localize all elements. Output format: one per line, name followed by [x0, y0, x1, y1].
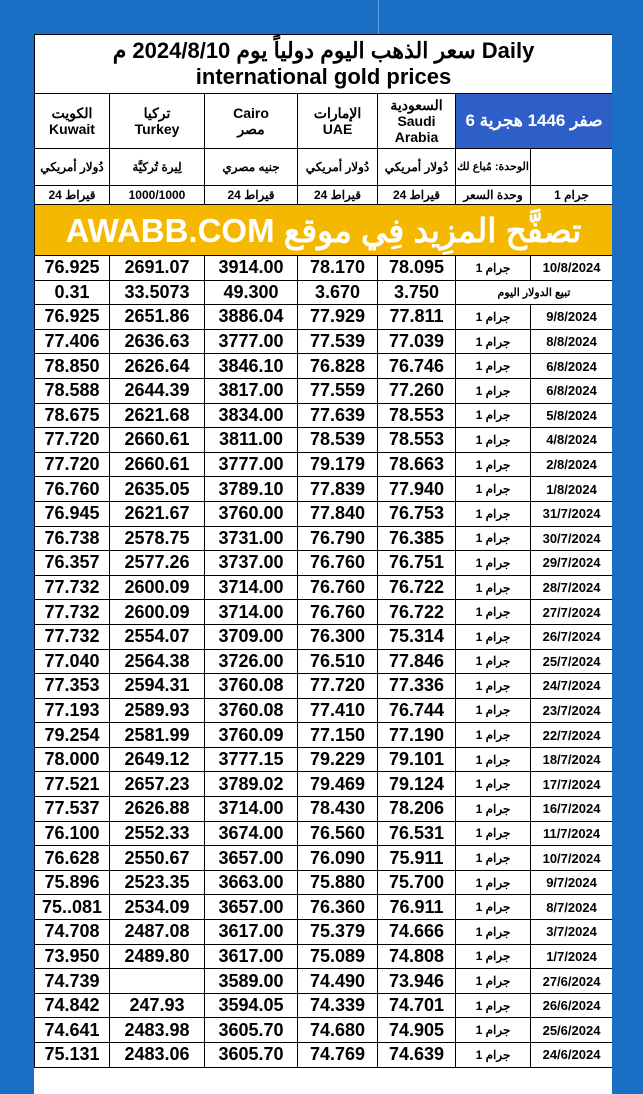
table-row — [35, 747, 613, 772]
price-cell-uae: 76.760 — [298, 600, 378, 625]
price-cell-turkey: 2554.07 — [110, 624, 205, 649]
price-cell-turkey: 2600.09 — [110, 575, 205, 600]
row-date: 23/7/2024 — [531, 698, 613, 723]
row-date: 26/6/2024 — [531, 993, 613, 1018]
header-cairo: Cairo مصر — [205, 94, 298, 149]
row-unit: 1 جرام — [456, 1018, 531, 1043]
price-cell-saudi: 79.124 — [378, 772, 456, 797]
price-cell-cairo: 3760.08 — [205, 674, 298, 699]
price-cell-saudi: 77.190 — [378, 723, 456, 748]
row-unit: 1 جرام — [456, 501, 531, 526]
price-cell-uae: 74.769 — [298, 1043, 378, 1068]
price-cell-saudi: 76.746 — [378, 354, 456, 379]
table-row — [35, 378, 613, 403]
price-cell-turkey — [110, 969, 205, 994]
hijri-date: 6 صفر 1446 هجرية — [456, 94, 613, 149]
karat-turkey: 1000/1000 — [110, 186, 205, 205]
row-unit: 1 جرام — [456, 846, 531, 871]
table-row — [35, 354, 613, 379]
price-cell-uae: 77.929 — [298, 305, 378, 330]
price-cell-turkey: 2550.67 — [110, 846, 205, 871]
price-cell-turkey: 2691.07 — [110, 256, 205, 281]
price-cell-saudi: 74.701 — [378, 993, 456, 1018]
row-unit: 1 جرام — [456, 649, 531, 674]
row-unit: 1 جرام — [456, 895, 531, 920]
price-cell-saudi: 77.336 — [378, 674, 456, 699]
price-cell-uae: 76.300 — [298, 624, 378, 649]
price-cell-uae: 76.510 — [298, 649, 378, 674]
table-row — [35, 575, 613, 600]
price-cell-turkey: 2621.68 — [110, 403, 205, 428]
price-cell-cairo: 3777.00 — [205, 329, 298, 354]
table-row — [35, 600, 613, 625]
price-cell-uae: 76.360 — [298, 895, 378, 920]
price-cell-saudi: 77.039 — [378, 329, 456, 354]
price-cell-cairo: 3714.00 — [205, 797, 298, 822]
row-date: 17/7/2024 — [531, 772, 613, 797]
header-saudi: السعودية Saudi Arabia — [378, 94, 456, 149]
row-unit: 1 جرام — [456, 378, 531, 403]
gram-label: 1 جرام — [531, 186, 613, 205]
price-cell-uae: 78.539 — [298, 428, 378, 453]
header-kuwait: الكويت Kuwait — [35, 94, 110, 149]
price-cell-turkey: 2660.61 — [110, 452, 205, 477]
price-cell-saudi: 74.639 — [378, 1043, 456, 1068]
row-date: 16/7/2024 — [531, 797, 613, 822]
price-cell-saudi: 78.663 — [378, 452, 456, 477]
price-cell-cairo: 3846.10 — [205, 354, 298, 379]
row-unit: 1 جرام — [456, 993, 531, 1018]
price-cell-turkey: 2649.12 — [110, 747, 205, 772]
price-cell-saudi: 74.666 — [378, 920, 456, 945]
price-cell-uae: 74.339 — [298, 993, 378, 1018]
price-cell-turkey: 2621.67 — [110, 501, 205, 526]
price-cell-uae: 79.179 — [298, 452, 378, 477]
table-row — [35, 452, 613, 477]
price-cell-kuwait: 77.521 — [35, 772, 110, 797]
price-cell-uae: 76.760 — [298, 551, 378, 576]
price-cell-turkey: 2577.26 — [110, 551, 205, 576]
price-cell-cairo: 3777.00 — [205, 452, 298, 477]
row-date: 8/7/2024 — [531, 895, 613, 920]
price-cell-turkey: 2483.06 — [110, 1043, 205, 1068]
price-cell-turkey: 247.93 — [110, 993, 205, 1018]
row-date: 4/8/2024 — [531, 428, 613, 453]
table-row — [35, 329, 613, 354]
price-cell-kuwait: 75.131 — [35, 1043, 110, 1068]
title-row — [35, 35, 613, 94]
price-cell-cairo: 3674.00 — [205, 821, 298, 846]
table-row — [35, 870, 613, 895]
title-line-2: international gold prices — [195, 64, 452, 89]
row-unit: 1 جرام — [456, 354, 531, 379]
row-unit: 1 جرام — [456, 452, 531, 477]
row-unit: 1 جرام — [456, 1043, 531, 1068]
price-cell-turkey: 2581.99 — [110, 723, 205, 748]
price-cell-kuwait: 78.000 — [35, 747, 110, 772]
row-date: 25/6/2024 — [531, 1018, 613, 1043]
price-cell-kuwait: 79.254 — [35, 723, 110, 748]
price-cell-kuwait: 78.850 — [35, 354, 110, 379]
header-uae: الإمارات UAE — [298, 94, 378, 149]
price-cell-kuwait: 77.732 — [35, 624, 110, 649]
price-cell-kuwait: 76.925 — [35, 305, 110, 330]
price-cell-kuwait: 74.842 — [35, 993, 110, 1018]
price-cell-uae: 77.720 — [298, 674, 378, 699]
price-cell-uae: 76.828 — [298, 354, 378, 379]
price-cell-cairo: 3811.00 — [205, 428, 298, 453]
row-date: 8/8/2024 — [531, 329, 613, 354]
price-cell-uae: 79.229 — [298, 747, 378, 772]
row-date: 1/8/2024 — [531, 477, 613, 502]
price-cell-cairo: 3709.00 — [205, 624, 298, 649]
price-cell-saudi: 3.750 — [378, 280, 456, 305]
price-cell-uae: 74.680 — [298, 1018, 378, 1043]
price-cell-saudi: 76.385 — [378, 526, 456, 551]
karat-kuwait: 24 قيراط — [35, 186, 110, 205]
row-note: تبيع الدولار اليوم — [456, 280, 613, 305]
table-row — [35, 969, 613, 994]
row-unit: 1 جرام — [456, 256, 531, 281]
price-cell-turkey: 2651.86 — [110, 305, 205, 330]
banner-row — [35, 205, 613, 256]
price-cell-saudi: 78.553 — [378, 428, 456, 453]
price-cell-saudi: 76.531 — [378, 821, 456, 846]
row-date: 24/7/2024 — [531, 674, 613, 699]
price-cell-uae: 78.170 — [298, 256, 378, 281]
table-row — [35, 993, 613, 1018]
price-cell-saudi: 75.314 — [378, 624, 456, 649]
row-unit: 1 جرام — [456, 674, 531, 699]
price-cell-uae: 78.430 — [298, 797, 378, 822]
table-row — [35, 772, 613, 797]
price-cell-turkey: 2626.88 — [110, 797, 205, 822]
table-row — [35, 624, 613, 649]
price-cell-kuwait: 77.353 — [35, 674, 110, 699]
price-cell-uae: 76.790 — [298, 526, 378, 551]
price-cell-uae: 3.670 — [298, 280, 378, 305]
price-cell-cairo: 3589.00 — [205, 969, 298, 994]
price-cell-turkey: 2600.09 — [110, 600, 205, 625]
price-cell-kuwait: 76.925 — [35, 256, 110, 281]
price-cell-kuwait: 78.588 — [35, 378, 110, 403]
price-cell-cairo: 3605.70 — [205, 1043, 298, 1068]
price-cell-turkey: 2487.08 — [110, 920, 205, 945]
row-unit: 1 جرام — [456, 920, 531, 945]
price-cell-kuwait: 76.100 — [35, 821, 110, 846]
row-date: 10/7/2024 — [531, 846, 613, 871]
row-unit: 1 جرام — [456, 551, 531, 576]
row-date: 6/8/2024 — [531, 378, 613, 403]
row-unit: 1 جرام — [456, 403, 531, 428]
row-unit: 1 جرام — [456, 772, 531, 797]
price-cell-uae: 74.490 — [298, 969, 378, 994]
price-cell-saudi: 78.095 — [378, 256, 456, 281]
price-cell-saudi: 76.911 — [378, 895, 456, 920]
price-cell-uae: 77.410 — [298, 698, 378, 723]
price-cell-uae: 77.840 — [298, 501, 378, 526]
row-unit: 1 جرام — [456, 747, 531, 772]
price-cell-kuwait: 0.31 — [35, 280, 110, 305]
row-unit: 1 جرام — [456, 821, 531, 846]
row-date: 22/7/2024 — [531, 723, 613, 748]
currency-unit-row — [35, 149, 613, 186]
price-cell-cairo: 3817.00 — [205, 378, 298, 403]
price-cell-cairo: 3886.04 — [205, 305, 298, 330]
price-cell-uae: 77.539 — [298, 329, 378, 354]
price-cell-saudi: 78.206 — [378, 797, 456, 822]
price-cell-saudi: 77.940 — [378, 477, 456, 502]
row-unit: 1 جرام — [456, 305, 531, 330]
row-date: 2/8/2024 — [531, 452, 613, 477]
price-cell-saudi: 73.946 — [378, 969, 456, 994]
row-unit: 1 جرام — [456, 600, 531, 625]
price-cell-cairo: 3714.00 — [205, 575, 298, 600]
table-row — [35, 797, 613, 822]
table-row — [35, 944, 613, 969]
row-unit: 1 جرام — [456, 477, 531, 502]
price-cell-kuwait: 76.945 — [35, 501, 110, 526]
row-date: 31/7/2024 — [531, 501, 613, 526]
price-cell-uae: 75.379 — [298, 920, 378, 945]
price-cell-turkey: 2534.09 — [110, 895, 205, 920]
price-cell-turkey: 2644.39 — [110, 378, 205, 403]
top-divider-line — [378, 0, 379, 36]
price-cell-cairo: 3726.00 — [205, 649, 298, 674]
page-title — [35, 35, 613, 94]
price-cell-turkey: 2589.93 — [110, 698, 205, 723]
price-cell-saudi: 74.905 — [378, 1018, 456, 1043]
row-unit: 1 جرام — [456, 624, 531, 649]
price-cell-saudi: 76.753 — [378, 501, 456, 526]
price-cell-cairo: 3760.00 — [205, 501, 298, 526]
table-row — [35, 1018, 613, 1043]
table-row — [35, 551, 613, 576]
table-row — [35, 501, 613, 526]
price-cell-uae: 79.469 — [298, 772, 378, 797]
table-row — [35, 280, 613, 305]
unit-cairo: جنيه مصري — [205, 149, 298, 186]
price-cell-saudi: 79.101 — [378, 747, 456, 772]
unit-uae: دُولار أمريكي — [298, 149, 378, 186]
row-date: 26/7/2024 — [531, 624, 613, 649]
row-unit: 1 جرام — [456, 698, 531, 723]
price-cell-uae: 76.560 — [298, 821, 378, 846]
row-unit: 1 جرام — [456, 329, 531, 354]
price-cell-cairo: 3760.08 — [205, 698, 298, 723]
price-cell-turkey: 2489.80 — [110, 944, 205, 969]
country-header-row — [35, 94, 613, 149]
price-cell-turkey: 2594.31 — [110, 674, 205, 699]
row-unit: 1 جرام — [456, 944, 531, 969]
table-row — [35, 698, 613, 723]
price-cell-kuwait: 77.732 — [35, 600, 110, 625]
row-date: 30/7/2024 — [531, 526, 613, 551]
price-cell-cairo: 3594.05 — [205, 993, 298, 1018]
price-cell-saudi: 77.846 — [378, 649, 456, 674]
table-row — [35, 723, 613, 748]
row-unit: 1 جرام — [456, 526, 531, 551]
price-cell-cairo: 3714.00 — [205, 600, 298, 625]
row-date: 24/6/2024 — [531, 1043, 613, 1068]
table-row — [35, 256, 613, 281]
price-cell-cairo: 3605.70 — [205, 1018, 298, 1043]
title-line-1: سعر الذهب اليوم دولياً يوم 2024/8/10 م Daily — [112, 38, 535, 63]
karat-cairo: 24 قيراط — [205, 186, 298, 205]
price-cell-turkey: 33.5073 — [110, 280, 205, 305]
price-cell-kuwait: 74.739 — [35, 969, 110, 994]
price-cell-cairo: 3914.00 — [205, 256, 298, 281]
row-date: 1/7/2024 — [531, 944, 613, 969]
row-unit: 1 جرام — [456, 870, 531, 895]
table-row — [35, 895, 613, 920]
price-cell-kuwait: 75..081 — [35, 895, 110, 920]
price-cell-cairo: 3657.00 — [205, 846, 298, 871]
unit-turkey: لِيرة تُركيَّة — [110, 149, 205, 186]
price-cell-saudi: 78.553 — [378, 403, 456, 428]
price-unit-label: وحدة السعر — [456, 186, 531, 205]
price-cell-cairo: 3657.00 — [205, 895, 298, 920]
price-cell-kuwait: 77.193 — [35, 698, 110, 723]
price-cell-cairo: 3737.00 — [205, 551, 298, 576]
row-unit: 1 جرام — [456, 723, 531, 748]
row-date: 10/8/2024 — [531, 256, 613, 281]
price-cell-cairo: 3663.00 — [205, 870, 298, 895]
price-cell-saudi: 76.744 — [378, 698, 456, 723]
price-cell-uae: 76.090 — [298, 846, 378, 871]
price-cell-kuwait: 77.720 — [35, 428, 110, 453]
row-date: 18/7/2024 — [531, 747, 613, 772]
unit-label: الوحدة: مُباع لك — [456, 149, 531, 186]
price-cell-kuwait: 76.738 — [35, 526, 110, 551]
price-cell-saudi: 74.808 — [378, 944, 456, 969]
unit-saudi: دُولار أمريكي — [378, 149, 456, 186]
row-date: 9/8/2024 — [531, 305, 613, 330]
price-cell-uae: 76.760 — [298, 575, 378, 600]
price-cell-kuwait: 76.357 — [35, 551, 110, 576]
price-cell-kuwait: 77.406 — [35, 329, 110, 354]
row-date: 6/8/2024 — [531, 354, 613, 379]
karat-saudi: 24 قيراط — [378, 186, 456, 205]
row-unit: 1 جرام — [456, 428, 531, 453]
price-cell-saudi: 77.260 — [378, 378, 456, 403]
row-date: 28/7/2024 — [531, 575, 613, 600]
price-cell-cairo: 3617.00 — [205, 944, 298, 969]
price-cell-turkey: 2657.23 — [110, 772, 205, 797]
price-cell-kuwait: 76.628 — [35, 846, 110, 871]
table-row — [35, 649, 613, 674]
price-cell-turkey: 2635.05 — [110, 477, 205, 502]
price-cell-cairo: 3731.00 — [205, 526, 298, 551]
price-cell-kuwait: 77.720 — [35, 452, 110, 477]
price-cell-turkey: 2552.33 — [110, 821, 205, 846]
price-cell-cairo: 3760.09 — [205, 723, 298, 748]
price-cell-turkey: 2660.61 — [110, 428, 205, 453]
row-date: 11/7/2024 — [531, 821, 613, 846]
price-cell-kuwait: 75.896 — [35, 870, 110, 895]
price-cell-saudi: 76.751 — [378, 551, 456, 576]
price-cell-kuwait: 74.708 — [35, 920, 110, 945]
price-cell-turkey: 2636.63 — [110, 329, 205, 354]
unit-kuwait: دُولار أمريكي — [35, 149, 110, 186]
price-cell-kuwait: 77.040 — [35, 649, 110, 674]
price-cell-kuwait: 73.950 — [35, 944, 110, 969]
table-row — [35, 821, 613, 846]
price-cell-turkey: 2564.38 — [110, 649, 205, 674]
price-cell-saudi: 76.722 — [378, 600, 456, 625]
gold-price-table — [34, 34, 612, 1068]
table-row — [35, 305, 613, 330]
price-cell-cairo: 3789.02 — [205, 772, 298, 797]
price-cell-kuwait: 77.537 — [35, 797, 110, 822]
row-unit: 1 جرام — [456, 575, 531, 600]
karat-row — [35, 186, 613, 205]
site-banner[interactable]: AWABB.COM تصفَّح المزِيد فِي موقع — [35, 205, 613, 256]
price-cell-saudi: 75.700 — [378, 870, 456, 895]
price-cell-uae: 75.880 — [298, 870, 378, 895]
price-cell-cairo: 3834.00 — [205, 403, 298, 428]
price-cell-saudi: 76.722 — [378, 575, 456, 600]
price-cell-uae: 75.089 — [298, 944, 378, 969]
row-date: 25/7/2024 — [531, 649, 613, 674]
price-cell-uae: 77.150 — [298, 723, 378, 748]
gold-price-sheet — [34, 34, 612, 1094]
price-cell-kuwait: 77.732 — [35, 575, 110, 600]
table-row — [35, 674, 613, 699]
table-row — [35, 526, 613, 551]
row-date: 9/7/2024 — [531, 870, 613, 895]
table-row — [35, 403, 613, 428]
row-unit: 1 جرام — [456, 969, 531, 994]
price-cell-kuwait: 78.675 — [35, 403, 110, 428]
price-cell-turkey: 2483.98 — [110, 1018, 205, 1043]
price-cell-kuwait: 74.641 — [35, 1018, 110, 1043]
price-cell-uae: 77.639 — [298, 403, 378, 428]
table-row — [35, 477, 613, 502]
price-cell-uae: 77.559 — [298, 378, 378, 403]
row-date: 5/8/2024 — [531, 403, 613, 428]
row-date: 29/7/2024 — [531, 551, 613, 576]
price-cell-turkey: 2626.64 — [110, 354, 205, 379]
karat-uae: 24 قيراط — [298, 186, 378, 205]
price-cell-turkey: 2523.35 — [110, 870, 205, 895]
price-cell-cairo: 49.300 — [205, 280, 298, 305]
price-cell-saudi: 75.911 — [378, 846, 456, 871]
price-cell-uae: 77.839 — [298, 477, 378, 502]
price-cell-cairo: 3789.10 — [205, 477, 298, 502]
price-cell-cairo: 3777.15 — [205, 747, 298, 772]
table-row — [35, 428, 613, 453]
unit-corner — [531, 149, 613, 186]
table-row — [35, 846, 613, 871]
price-cell-saudi: 77.811 — [378, 305, 456, 330]
price-cell-kuwait: 76.760 — [35, 477, 110, 502]
row-date: 27/7/2024 — [531, 600, 613, 625]
price-cell-turkey: 2578.75 — [110, 526, 205, 551]
table-row — [35, 920, 613, 945]
header-turkey: تركيا Turkey — [110, 94, 205, 149]
row-date: 27/6/2024 — [531, 969, 613, 994]
row-date: 3/7/2024 — [531, 920, 613, 945]
row-unit: 1 جرام — [456, 797, 531, 822]
table-row — [35, 1043, 613, 1068]
price-cell-cairo: 3617.00 — [205, 920, 298, 945]
